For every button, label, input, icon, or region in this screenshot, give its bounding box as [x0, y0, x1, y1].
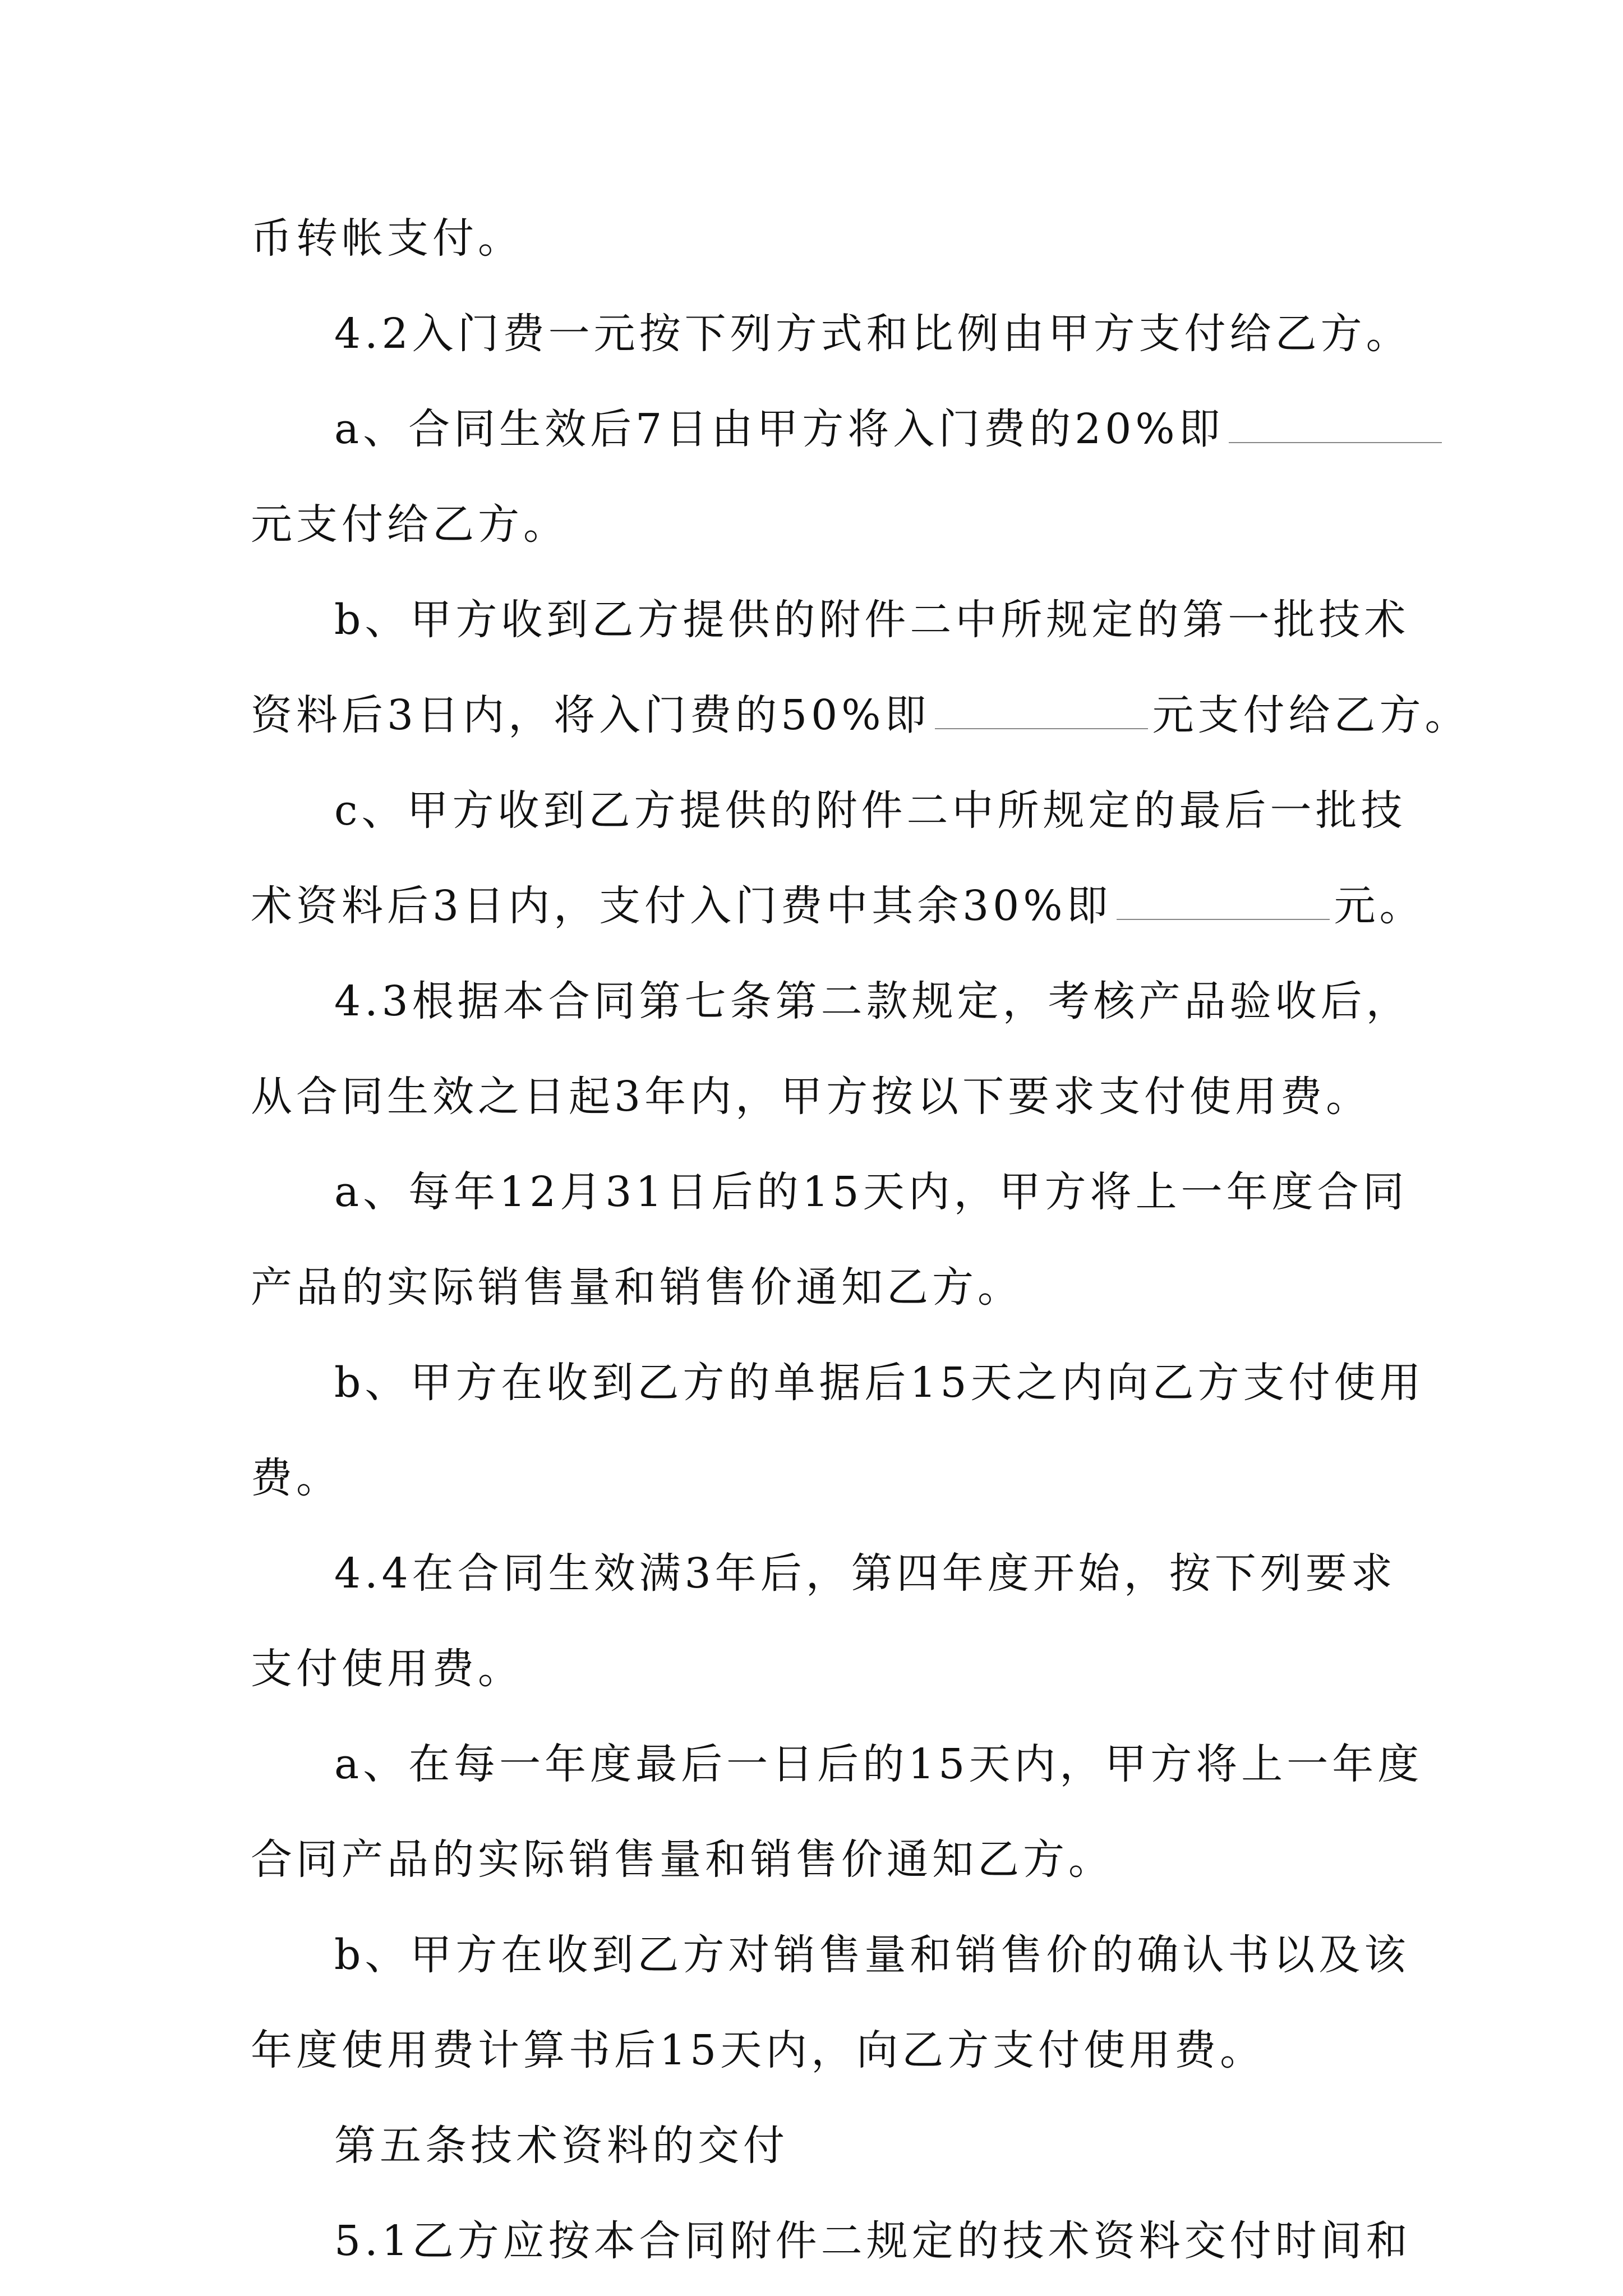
text-line: 合同产品的实际销售量和销售价通知乙方。 — [251, 1835, 1114, 1884]
text-line: 产品的实际销售量和销售价通知乙方。 — [251, 1263, 1023, 1312]
text-line: 5.1乙方应按本合同附件二规定的技术资料交付时间和 — [334, 2217, 1412, 2265]
fill-in-blank — [1229, 414, 1442, 443]
text-line: 年度使用费计算书后15天内，向乙方支付使用费。 — [251, 2026, 1266, 2074]
text-line: 元支付给乙方。 — [251, 500, 569, 549]
text-line: a、在每一年度最后一日后的15天内，甲方将上一年度 — [334, 1740, 1423, 1788]
text-line: b、甲方收到乙方提供的附件二中所规定的第一批技术 — [334, 596, 1410, 644]
text-line: 4.4在合同生效满3年后，第四年度开始，按下列要求 — [334, 1549, 1396, 1598]
text-line: a、每年12月31日后的15天内，甲方将上一年度合同 — [334, 1168, 1408, 1216]
text-line: 4.3根据本合同第七条第二款规定，考核产品验收后， — [334, 977, 1412, 1025]
text-line: 4.2入门费一元按下列方式和比例由甲方支付给乙方。 — [334, 310, 1412, 358]
text-line: 支付使用费。 — [251, 1645, 523, 1693]
text-line: 术资料后3日内，支付入门费中其余30%即 元。 — [251, 882, 1425, 930]
text-line: 资料后3日内，将入门费的50%即 元支付给乙方。 — [251, 691, 1470, 739]
text-line: 从合同生效之日起3年内，甲方按以下要求支付使用费。 — [251, 1073, 1372, 1121]
fill-in-blank — [1117, 891, 1330, 920]
text-line: b、甲方在收到乙方对销售量和销售价的确认书以及该 — [334, 1931, 1410, 1979]
text-line: a、合同生效后7日由甲方将入门费的20%即 — [334, 387, 1395, 471]
text-line: 币转帐支付。 — [251, 214, 523, 263]
section-heading: 第五条技术资料的交付 — [334, 2122, 789, 2170]
fill-in-blank — [935, 700, 1148, 729]
text-line: 费。 — [251, 1454, 342, 1502]
text-line: c、甲方收到乙方提供的附件二中所规定的最后一批技 — [334, 786, 1407, 835]
text-line: b、甲方在收到乙方的单据后15天之内向乙方支付使用 — [334, 1359, 1425, 1407]
